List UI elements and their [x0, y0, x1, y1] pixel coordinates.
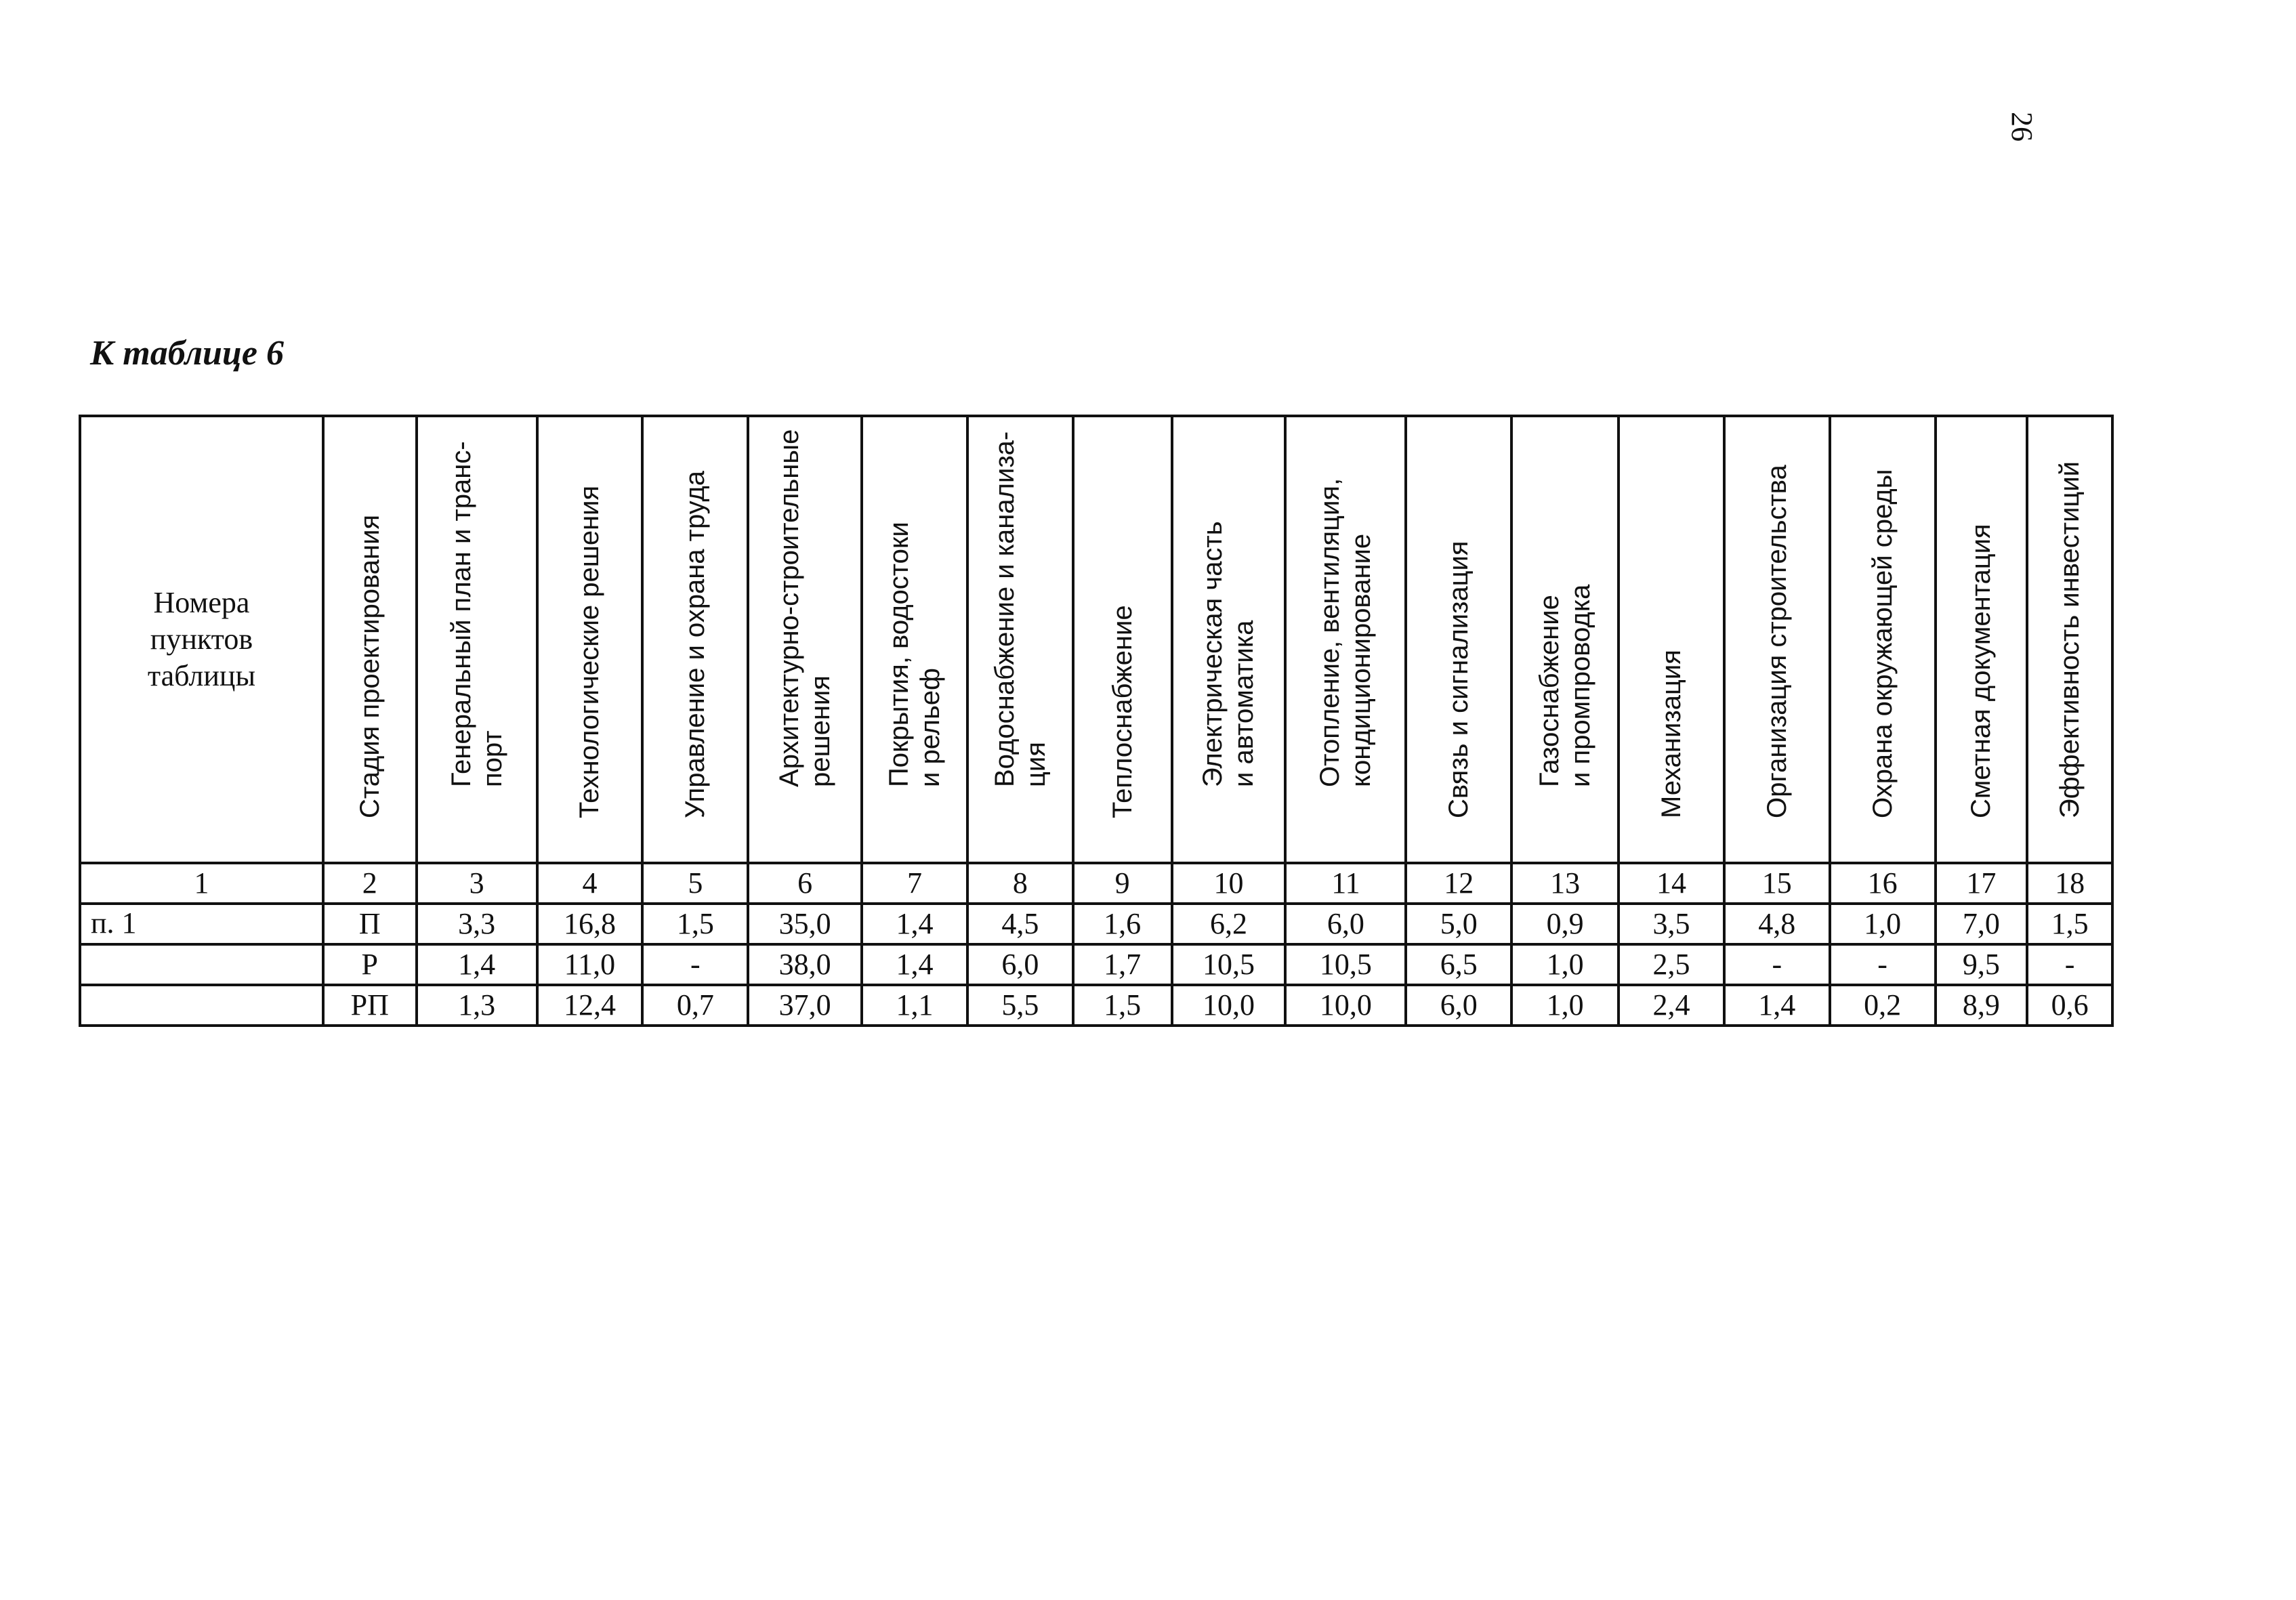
- value-cell: 10,5: [1285, 944, 1406, 985]
- header-construction-org: [1724, 416, 1830, 863]
- value-cell: 4,5: [967, 904, 1073, 944]
- value-cell: 0,6: [2027, 985, 2112, 1026]
- column-number: 2: [323, 863, 417, 904]
- value-cell: 2,4: [1619, 985, 1724, 1026]
- value-cell: 6,2: [1172, 904, 1286, 944]
- page-number: 26: [2005, 112, 2039, 142]
- stage-cell: П: [323, 904, 417, 944]
- header-label: Водоснабжение и канализа- ция: [989, 431, 1051, 787]
- row-label: [80, 944, 323, 985]
- value-cell: 6,0: [1285, 904, 1406, 944]
- header-water: [967, 416, 1073, 863]
- value-cell: -: [1724, 944, 1830, 985]
- column-number: 7: [862, 863, 967, 904]
- header-label: Отопление, вентиляция, кондиционирование: [1315, 478, 1377, 787]
- value-cell: 6,5: [1406, 944, 1511, 985]
- value-cell: 0,7: [642, 985, 748, 1026]
- header-gas: [1511, 416, 1619, 863]
- column-number: 13: [1511, 863, 1619, 904]
- column-number: 9: [1073, 863, 1172, 904]
- header-stage: [323, 416, 417, 863]
- column-number: 1: [80, 863, 323, 904]
- header-general-plan: [417, 416, 537, 863]
- header-label: Электрическая часть и автоматика: [1198, 521, 1259, 787]
- value-cell: 1,1: [862, 985, 967, 1026]
- column-number: 11: [1285, 863, 1406, 904]
- row-label: [80, 985, 323, 1026]
- value-cell: 1,5: [2027, 904, 2112, 944]
- header-estimates: [1936, 416, 2028, 863]
- header-label: Охрана окружающей среды: [1867, 469, 1898, 818]
- header-label: Организация строительства: [1761, 465, 1792, 818]
- header-label: Сметная документация: [1966, 524, 1997, 818]
- column-number: 8: [967, 863, 1073, 904]
- value-cell: 1,5: [1073, 985, 1172, 1026]
- table-row: [80, 944, 2112, 985]
- header-architectural: [748, 416, 862, 863]
- column-number: 12: [1406, 863, 1511, 904]
- value-cell: 1,4: [862, 904, 967, 944]
- table-row: [80, 985, 2112, 1026]
- value-cell: -: [1830, 944, 1936, 985]
- header-label: Теплоснабжение: [1107, 605, 1137, 818]
- value-cell: 1,4: [862, 944, 967, 985]
- column-number: 18: [2027, 863, 2112, 904]
- header-label: Управление и охрана труда: [680, 470, 711, 818]
- header-label: Газоснабжение и промпроводка: [1535, 584, 1596, 787]
- rates-table: [79, 415, 2114, 1027]
- value-cell: 8,9: [1936, 985, 2028, 1026]
- stage-cell: РП: [323, 985, 417, 1026]
- column-number: 5: [642, 863, 748, 904]
- table-body: [80, 904, 2112, 1026]
- header-label: Механизация: [1656, 650, 1686, 818]
- header-label: Генеральный план и транс- порт: [446, 441, 507, 787]
- value-cell: 1,0: [1511, 985, 1619, 1026]
- row-label: п. 1: [80, 904, 323, 944]
- value-cell: 35,0: [748, 904, 862, 944]
- value-cell: 37,0: [748, 985, 862, 1026]
- column-number: 6: [748, 863, 862, 904]
- value-cell: 5,5: [967, 985, 1073, 1026]
- header-roofing: [862, 416, 967, 863]
- value-cell: 10,5: [1172, 944, 1286, 985]
- header-label: Технологические решения: [575, 485, 605, 818]
- value-cell: 5,0: [1406, 904, 1511, 944]
- header-label: Связь и сигнализация: [1444, 541, 1474, 818]
- column-number: 14: [1619, 863, 1724, 904]
- header-item-numbers: Номера пунктов таблицы: [80, 416, 323, 863]
- column-number: 3: [417, 863, 537, 904]
- header-technological: [537, 416, 643, 863]
- value-cell: -: [642, 944, 748, 985]
- header-communications: [1406, 416, 1511, 863]
- value-cell: 10,0: [1285, 985, 1406, 1026]
- stage-cell: Р: [323, 944, 417, 985]
- document-title: К таблице 6: [90, 334, 284, 373]
- value-cell: 1,3: [417, 985, 537, 1026]
- value-cell: 1,4: [417, 944, 537, 985]
- value-cell: 9,5: [1936, 944, 2028, 985]
- value-cell: 4,8: [1724, 904, 1830, 944]
- value-cell: 6,0: [967, 944, 1073, 985]
- value-cell: 16,8: [537, 904, 643, 944]
- header-investment: [2027, 416, 2112, 863]
- header-mechanization: [1619, 416, 1724, 863]
- value-cell: 6,0: [1406, 985, 1511, 1026]
- column-number: 17: [1936, 863, 2028, 904]
- table-row: [80, 904, 2112, 944]
- value-cell: 1,0: [1511, 944, 1619, 985]
- value-cell: 12,4: [537, 985, 643, 1026]
- value-cell: 1,6: [1073, 904, 1172, 944]
- column-number-row: [80, 863, 2112, 904]
- header-label: Архитектурно-строительные решения: [774, 429, 836, 787]
- value-cell: 11,0: [537, 944, 643, 985]
- value-cell: 1,7: [1073, 944, 1172, 985]
- value-cell: 1,0: [1830, 904, 1936, 944]
- header-label: Покрытия, водостоки и рельеф: [884, 522, 946, 787]
- value-cell: 1,4: [1724, 985, 1830, 1026]
- value-cell: 7,0: [1936, 904, 2028, 944]
- value-cell: -: [2027, 944, 2112, 985]
- header-label: Стадия проектирования: [354, 514, 385, 818]
- value-cell: 3,5: [1619, 904, 1724, 944]
- value-cell: 1,5: [642, 904, 748, 944]
- header-management: [642, 416, 748, 863]
- header-hvac: [1285, 416, 1406, 863]
- header-label: Эффективность инвестиций: [2055, 461, 2085, 818]
- column-number: 4: [537, 863, 643, 904]
- value-cell: 38,0: [748, 944, 862, 985]
- header-heating: [1073, 416, 1172, 863]
- column-number: 15: [1724, 863, 1830, 904]
- value-cell: 0,2: [1830, 985, 1936, 1026]
- column-number: 16: [1830, 863, 1936, 904]
- value-cell: 3,3: [417, 904, 537, 944]
- value-cell: 10,0: [1172, 985, 1286, 1026]
- value-cell: 2,5: [1619, 944, 1724, 985]
- header-row: [80, 416, 2112, 863]
- value-cell: 0,9: [1511, 904, 1619, 944]
- column-number: 10: [1172, 863, 1286, 904]
- header-electrical: [1172, 416, 1286, 863]
- header-environment: [1830, 416, 1936, 863]
